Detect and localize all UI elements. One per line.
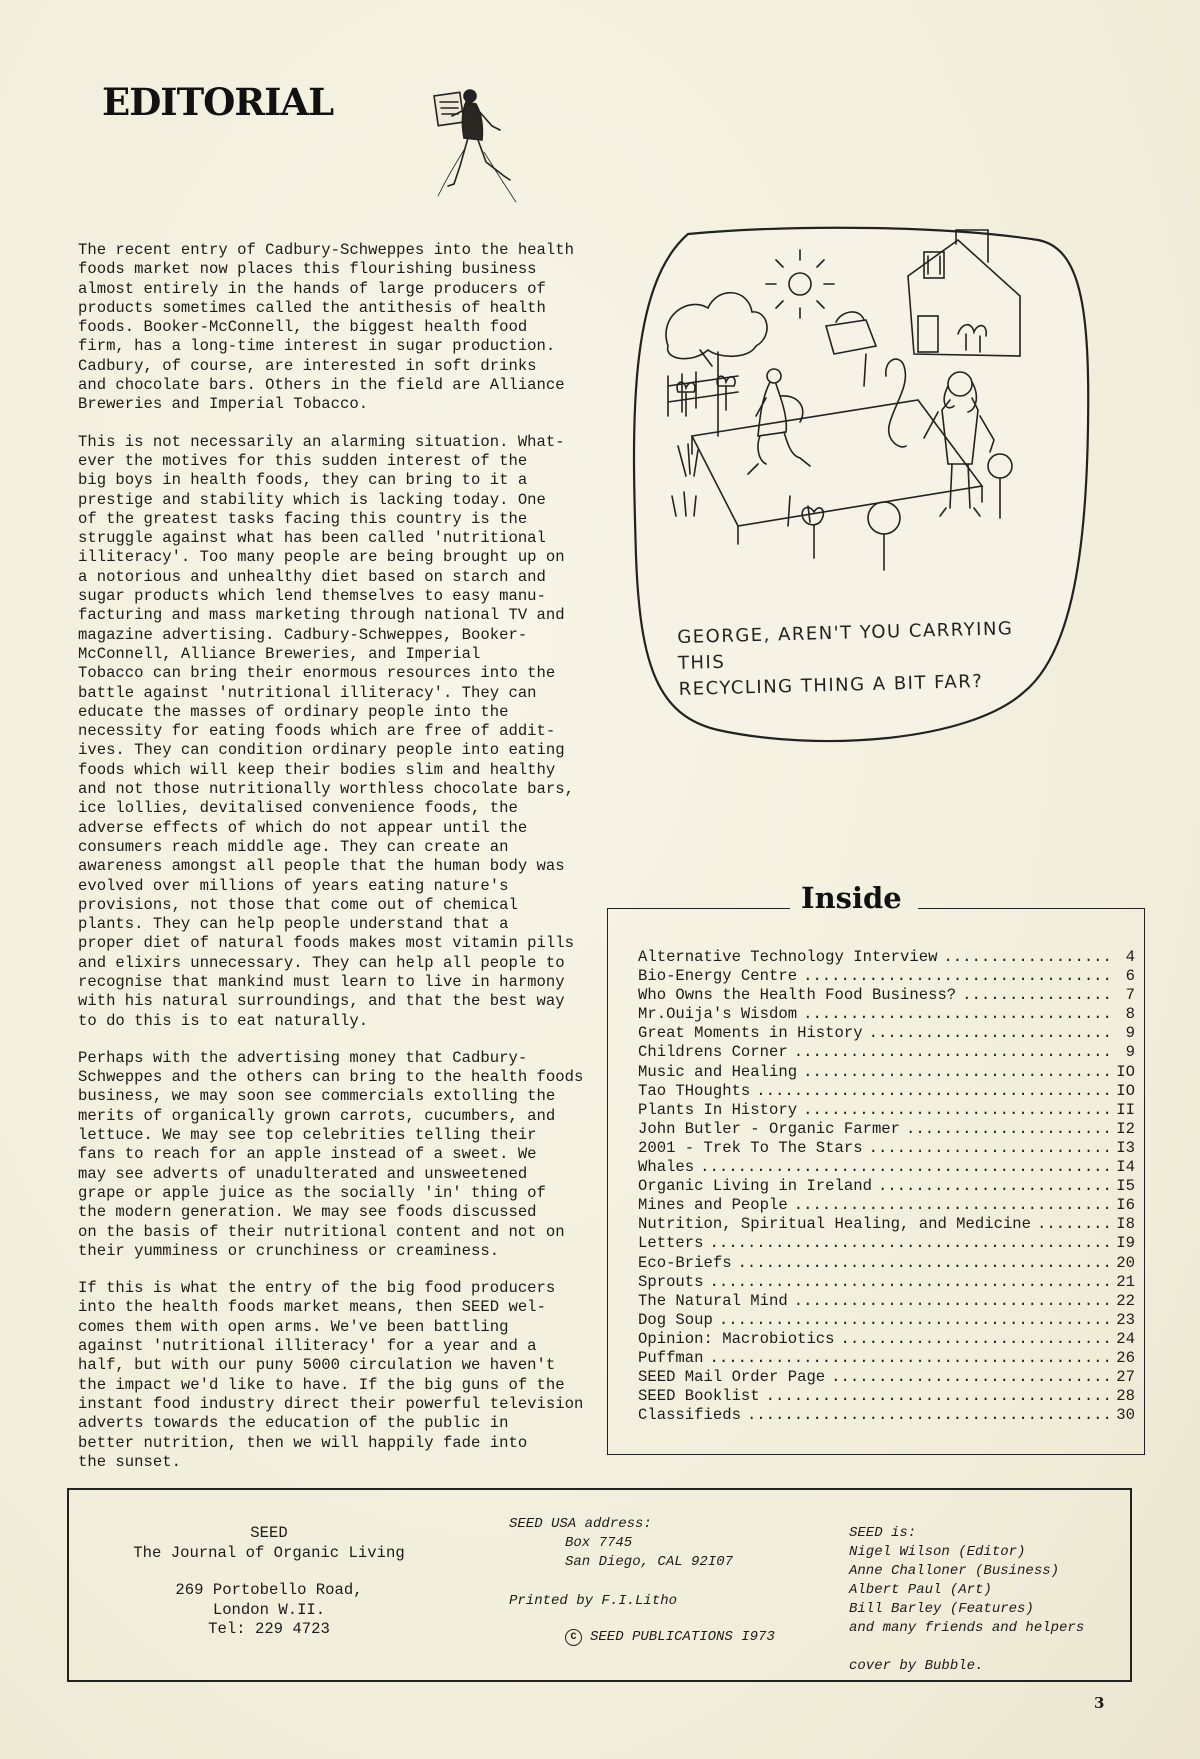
toc-leader-dots [794, 1196, 1109, 1215]
toc-leader-dots [962, 986, 1115, 1005]
toc-entry-title: Letters [638, 1234, 704, 1253]
staff-member: Nigel Wilson (Editor) [849, 1544, 1026, 1560]
journal-phone: Tel: 229 4723 [208, 1620, 330, 1638]
toc-leader-dots [719, 1311, 1108, 1330]
toc-leader-dots [831, 1368, 1108, 1387]
toc-entry-page: 24 [1116, 1329, 1135, 1348]
editorial-paragraph-4: If this is what the entry of the big food producers into the health foods market means, then SEED wel- comes them with open arms. We've been battling against 'nutritional illiteracy' for a year and a half, but with our puny 5000 circulation we haven't the impact we'd like to have. If the big guns of the instant food industry direct their powerful television adverts towards the education of the public in better nutrition, then we will happily fade into the sunset. [78, 1279, 584, 1471]
toc-row [638, 986, 1135, 1005]
editorial-article [78, 241, 608, 1490]
toc-entry-title: 2001 - Trek To The Stars [638, 1138, 863, 1157]
staff-member: Bill Barley (Features) [849, 1601, 1034, 1617]
toc-entry-page: 23 [1116, 1310, 1135, 1329]
copyright-line [509, 1628, 809, 1647]
toc-row [638, 1215, 1135, 1234]
editorial-paragraph-2: This is not necessarily an alarming situation. What- ever the motives for this sudden interest of the big boys in health foods, they can bring to it a prestige and stability which is lacking today. One of the greatest tasks facing this country is the struggle against what has been called 'nutritional illiteracy'. Too many people are being brought up on a notorious and unhealthy diet based on starch and sugar products which lend themselves to easy manu- facturing and mass marketing through national TV and magazine advertising. Cadbury-Schweppes, Booker- McConnell, Alliance Breweries, and Imperial Tobacco can bring their enormous resources into the battle against 'nutritional illiteracy'. They can educate the masses of ordinary people into the necessity for eating foods which are free of addit- ives. They can condition ordinary people into eating foods which will keep their bodies slim and healthy and not those nutritionally worthless chocolate bars, ice lollies, devitalised convenience foods, the adverse effects of which do not appear until the consumers reach middle age. They can create an awareness amongst all people that the human body was evolved over millions of years eating nature's provisions, not those that come out of chemical plants. They can help people understand that a proper diet of natural foods makes most vitamin pills and elixirs unnecessary. They can help all people to recognise that mankind must learn to live in harmony with his natural surroundings, and that the best way to do this is to eat naturally. [78, 432, 574, 1030]
toc-entry-title: Music and Healing [638, 1062, 798, 1081]
toc-entry-page: IO [1116, 1062, 1135, 1081]
toc-entry-title: Opinion: Macrobiotics [638, 1329, 835, 1348]
toc-row [638, 1024, 1135, 1043]
inside-rule-right [918, 908, 1144, 909]
toc-leader-dots [738, 1254, 1109, 1273]
toc-entry-page: 20 [1116, 1253, 1135, 1272]
toc-leader-dots [794, 1043, 1115, 1062]
toc-leader-dots [803, 1063, 1108, 1082]
toc-entry-page: 26 [1116, 1348, 1135, 1367]
toc-entry-title: Dog Soup [638, 1310, 713, 1329]
printer-credit: Printed by F.I.Litho [509, 1593, 678, 1609]
toc-entry-page: 4 [1125, 948, 1135, 966]
toc-entry-title: SEED Booklist [638, 1387, 760, 1406]
journal-street: 269 Portobello Road, [175, 1581, 363, 1599]
toc-entry-title: Puffman [638, 1348, 704, 1367]
usa-city: San Diego, CAL 92I07 [565, 1554, 734, 1570]
copyright-icon: C [565, 1629, 582, 1646]
toc-row [638, 1101, 1135, 1120]
toc-entry-page: 27 [1116, 1368, 1135, 1387]
toc-leader-dots [710, 1273, 1109, 1292]
toc-leader-dots [943, 948, 1115, 967]
toc-entry-title: Whales [638, 1158, 695, 1177]
toc-entry-title: Who Owns the Health Food Business? [638, 986, 957, 1005]
toc-leader-dots [1037, 1215, 1108, 1234]
toc-leader-dots [803, 967, 1115, 986]
toc-row [638, 1387, 1135, 1406]
toc-entry-page: I3 [1116, 1138, 1135, 1157]
table-of-contents [638, 948, 1135, 1425]
usa-box: Box 7745 [565, 1535, 633, 1551]
toc-entry-page: 8 [1125, 1005, 1135, 1024]
toc-entry-page: I4 [1116, 1158, 1135, 1177]
toc-entry-title: Sprouts [638, 1272, 704, 1291]
toc-row [638, 1254, 1135, 1273]
staff-member: Anne Challoner (Business) [849, 1563, 1060, 1579]
newsboy-illustration [430, 86, 522, 208]
toc-row [638, 1311, 1135, 1330]
staff-member: and many friends and helpers [849, 1620, 1085, 1636]
toc-entry-page: 9 [1125, 1043, 1135, 1062]
toc-leader-dots [710, 1234, 1109, 1253]
toc-leader-dots [803, 1101, 1108, 1120]
toc-entry-title: SEED Mail Order Page [638, 1368, 826, 1387]
toc-entry-page: I9 [1116, 1234, 1135, 1253]
toc-entry-page: 21 [1116, 1272, 1135, 1291]
toc-entry-page: 6 [1125, 967, 1135, 986]
toc-row [638, 948, 1135, 967]
toc-row [638, 1082, 1135, 1101]
toc-row [638, 1196, 1135, 1215]
toc-entry-title: Eco-Briefs [638, 1253, 732, 1272]
page-title: EDITORIAL [102, 80, 334, 124]
journal-name: SEED [250, 1524, 288, 1542]
journal-subtitle: The Journal of Organic Living [133, 1543, 405, 1562]
cover-credit: cover by Bubble. [849, 1658, 984, 1674]
toc-leader-dots [803, 1005, 1115, 1024]
toc-entry-title: Childrens Corner [638, 1043, 788, 1062]
toc-row [638, 1234, 1135, 1253]
toc-row [638, 1368, 1135, 1387]
toc-row [638, 1330, 1135, 1349]
toc-leader-dots [710, 1349, 1109, 1368]
toc-entry-title: Great Moments in History [638, 1024, 863, 1043]
toc-entry-page: 7 [1125, 986, 1135, 1005]
toc-entry-title: The Natural Mind [638, 1291, 788, 1310]
journal-city: London W.II. [212, 1600, 326, 1619]
editorial-paragraph-1: The recent entry of Cadbury-Schweppes into the health foods market now places this flourishing business almost entirely in the hands of large producers of products sometimes called the antithesis of health foods. Booker-McConnell, the biggest health food firm, has a long-time interest in sugar production. Cadbury, of course, are interested in soft drinks and chocolate bars. Others in the field are Alliance Breweries and Imperial Tobacco. [78, 241, 574, 414]
toc-leader-dots [794, 1292, 1109, 1311]
toc-leader-dots [766, 1387, 1109, 1406]
toc-entry-title: Plants In History [638, 1100, 798, 1119]
toc-leader-dots [906, 1120, 1108, 1139]
copyright-text: SEED PUBLICATIONS I973 [590, 1629, 775, 1645]
editorial-paragraph-3: Perhaps with the advertising money that Cadbury- Schweppes and the others can bring to the health foods business, we may soon see commercials extolling the merits of organically grown carrots, cucumbers, and lettuce. We may see top celebrities telling their fans to reach for an apple instead of a sweet. We may see adverts of unadulterated and unsweetened grape or apple juice as the socially 'in' thing of the modern generation. We may see foods discussed on the basis of their nutritional content and not on their yumminess or crunchiness or creaminess. [78, 1048, 584, 1260]
toc-leader-dots [869, 1139, 1109, 1158]
toc-leader-dots [869, 1024, 1115, 1043]
inside-rule-left [608, 908, 790, 909]
toc-row [638, 1177, 1135, 1196]
toc-entry-title: Bio-Energy Centre [638, 967, 798, 986]
toc-leader-dots [878, 1177, 1108, 1196]
toc-leader-dots [700, 1158, 1108, 1177]
toc-leader-dots [841, 1330, 1109, 1349]
masthead-box [67, 1488, 1132, 1682]
toc-row [638, 1158, 1135, 1177]
usa-heading: SEED USA address: [509, 1516, 652, 1532]
toc-entry-title: Organic Living in Ireland [638, 1177, 872, 1196]
toc-entry-page: IO [1116, 1081, 1135, 1100]
cartoon-caption: GEORGE, AREN'T YOU CARRYING THIS RECYCLING THING A BIT FAR? [677, 618, 1014, 700]
toc-entry-page: 22 [1116, 1291, 1135, 1310]
toc-entry-title: Tao THoughts [638, 1081, 751, 1100]
toc-row [638, 1043, 1135, 1062]
usa-address [509, 1515, 809, 1647]
toc-row [638, 967, 1135, 986]
toc-entry-title: Classifieds [638, 1406, 741, 1425]
toc-row [638, 1120, 1135, 1139]
toc-entry-title: Mines and People [638, 1196, 788, 1215]
toc-row [638, 1005, 1135, 1024]
toc-entry-page: I5 [1116, 1177, 1135, 1196]
toc-entry-title: John Butler - Organic Farmer [638, 1119, 901, 1138]
toc-entry-page: 9 [1125, 1024, 1135, 1043]
journal-address [69, 1524, 469, 1640]
toc-entry-page: 28 [1116, 1387, 1135, 1406]
page-number: 3 [1094, 1694, 1105, 1712]
toc-entry-title: Alternative Technology Interview [638, 948, 938, 966]
toc-row [638, 1292, 1135, 1311]
toc-entry-title: Nutrition, Spiritual Healing, and Medicine [638, 1215, 1032, 1234]
toc-entry-page: I2 [1116, 1119, 1135, 1138]
toc-entry-page: I6 [1116, 1196, 1135, 1215]
toc-entry-page: I8 [1116, 1215, 1135, 1234]
toc-row [638, 1349, 1135, 1368]
inside-contents-box [607, 881, 1145, 1455]
toc-entry-page: II [1116, 1100, 1135, 1119]
toc-row [638, 1406, 1135, 1425]
staff-member: Albert Paul (Art) [849, 1582, 992, 1598]
toc-leader-dots [756, 1082, 1108, 1101]
staff-credits [849, 1524, 1119, 1676]
toc-entry-title: Mr.Ouija's Wisdom [638, 1005, 798, 1024]
toc-row [638, 1063, 1135, 1082]
toc-entry-page: 30 [1116, 1406, 1135, 1425]
toc-leader-dots [747, 1406, 1108, 1425]
toc-row [638, 1273, 1135, 1292]
toc-row [638, 1139, 1135, 1158]
inside-title: Inside [801, 881, 902, 915]
staff-heading: SEED is: [849, 1525, 917, 1541]
